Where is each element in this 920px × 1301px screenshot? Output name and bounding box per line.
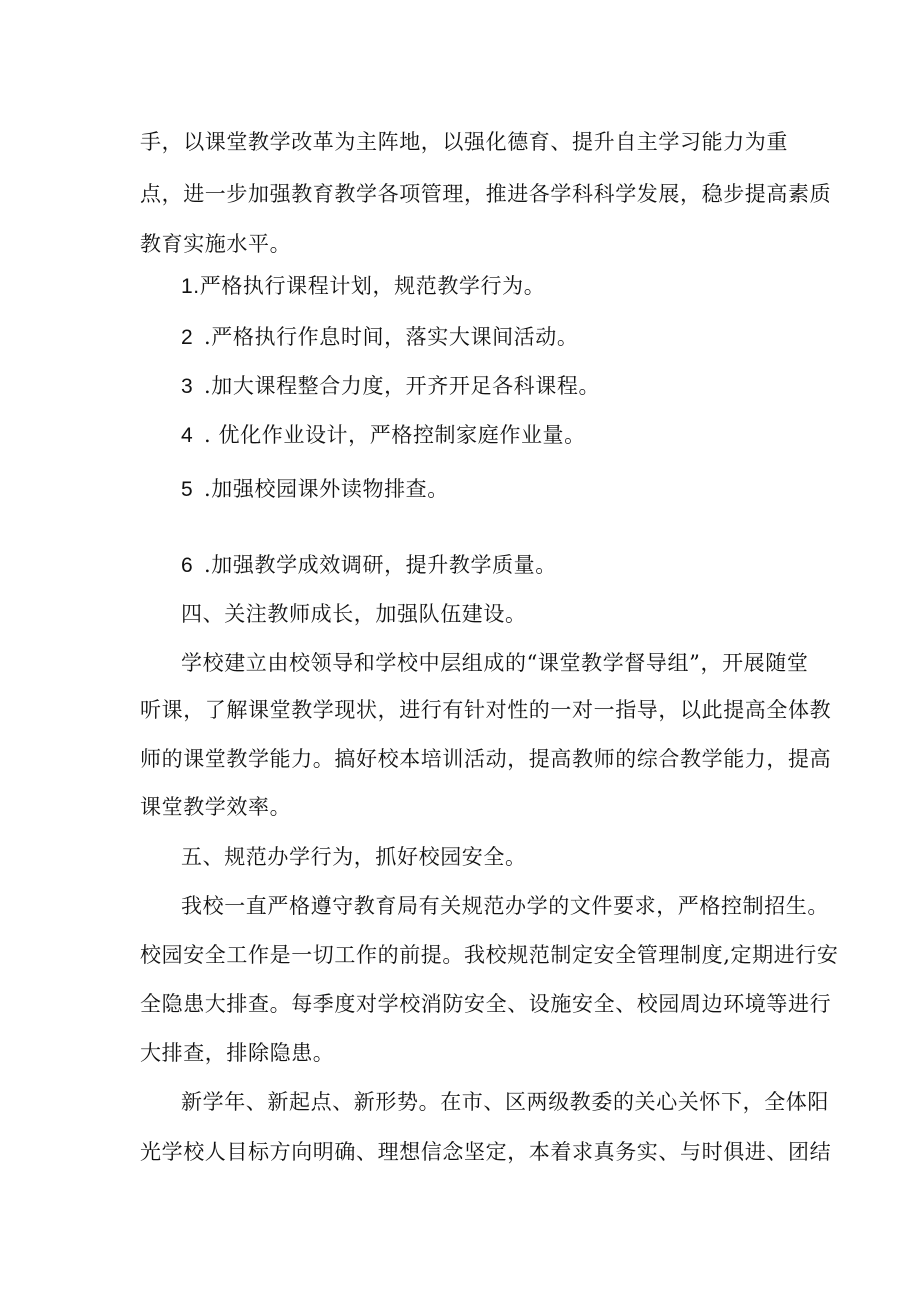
list-item-text: .加强校园课外读物排查。	[204, 477, 449, 501]
paragraph-1-line-3: 教育实施水平。	[140, 232, 292, 256]
list-item-4	[181, 421, 586, 450]
paragraph-4-line-2: 光学校人目标方向明确、理想信念坚定，本着求真务实、与时俱进、团结	[140, 1140, 832, 1164]
list-item-text: . 优化作业设计，严格控制家庭作业量。	[204, 423, 586, 447]
paragraph-2-line-3: 师的课堂教学能力。搞好校本培训活动，提高教师的综合教学能力，提高	[140, 747, 832, 771]
list-item-number: 6	[181, 554, 194, 577]
list-item-text: .严格执行作息时间，落实大课间活动。	[204, 325, 579, 349]
list-item-2	[181, 323, 578, 352]
paragraph-2-line-4: 课堂教学效率。	[140, 795, 292, 819]
list-item-number: 2	[181, 326, 194, 349]
list-item-text: .加大课程整合力度，开齐开足各科课程。	[204, 374, 601, 398]
list-item-5	[181, 475, 449, 504]
list-item-number: 1.	[181, 275, 200, 298]
paragraph-4-line-1: 新学年、新起点、新形势。在市、区两级教委的关心关怀下，全体阳	[181, 1090, 829, 1114]
list-item-text: .加强教学成效调研，提升教学质量。	[204, 553, 557, 577]
list-item-number: 4	[181, 424, 194, 447]
list-item-3	[181, 372, 600, 401]
list-item-6	[181, 551, 557, 580]
paragraph-3-line-1: 我校一直严格遵守教育局有关规范办学的文件要求，严格控制招生。	[181, 894, 829, 918]
list-item-text: 严格执行课程计划，规范教学行为。	[199, 274, 546, 298]
list-item-1	[181, 272, 545, 301]
paragraph-2-line-1: 学校建立由校领导和学校中层组成的“课堂教学督导组”，开展随堂	[181, 651, 809, 675]
paragraph-3-line-2: 校园安全工作是一切工作的前提。我校规范制定安全管理制度,定期进行安	[140, 943, 839, 967]
paragraph-1-line-2: 点，进一步加强教育教学各项管理，推进各学科科学发展，稳步提高素质	[140, 182, 832, 206]
paragraph-3-line-3: 全隐患大排查。每季度对学校消防安全、设施安全、校园周边环境等进行	[140, 992, 832, 1016]
paragraph-1-line-1: 手，以课堂教学改革为主阵地，以强化德育、提升自主学习能力为重	[140, 130, 788, 154]
list-item-number: 5	[181, 478, 194, 501]
section-heading-4: 四、关注教师成长，加强队伍建设。	[181, 602, 527, 626]
paragraph-2-line-2: 听课，了解课堂教学现状，进行有针对性的一对一指导，以此提高全体教	[140, 698, 832, 722]
list-item-number: 3	[181, 375, 194, 398]
paragraph-3-line-4: 大排查，排除隐患。	[140, 1041, 335, 1065]
section-heading-5: 五、规范办学行为，抓好校园安全。	[181, 845, 527, 869]
